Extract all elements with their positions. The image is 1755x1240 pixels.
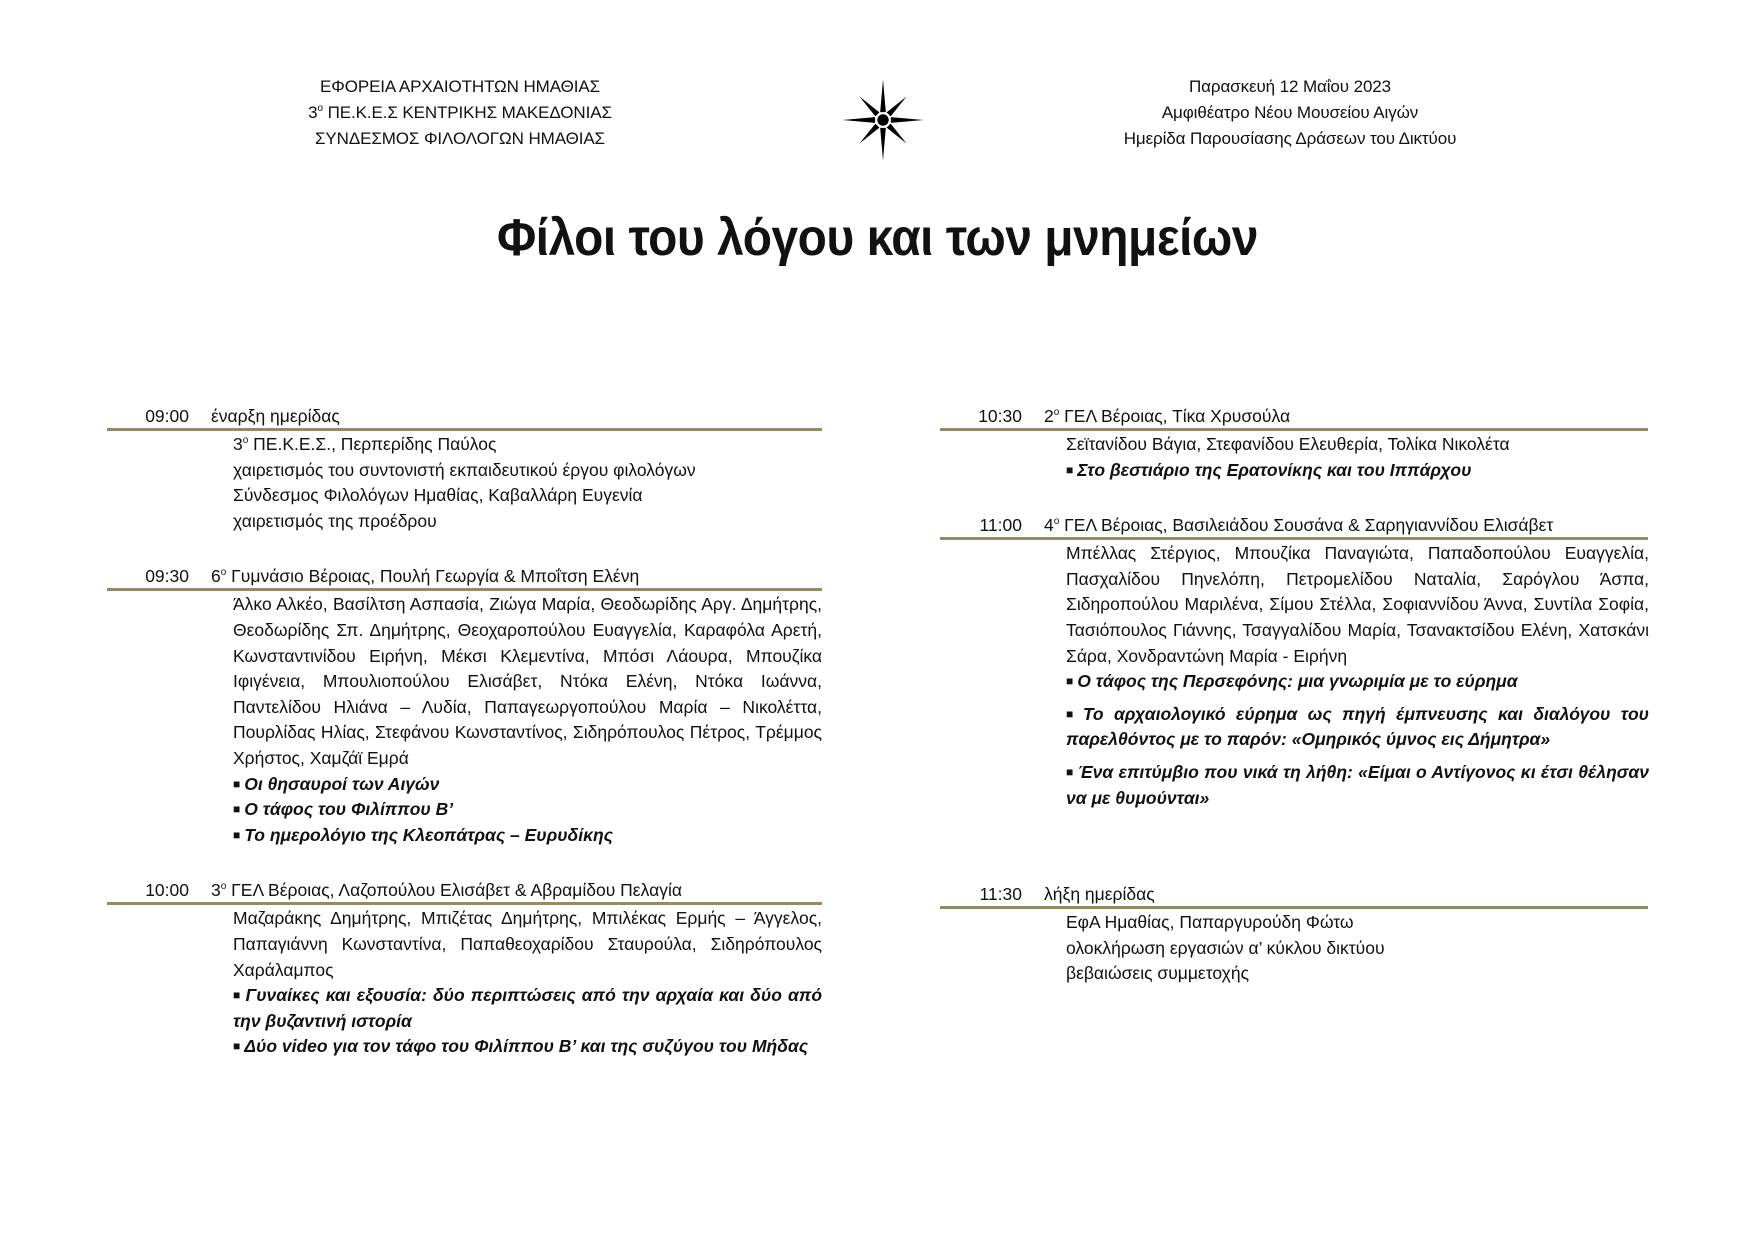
school-and-teachers: ΓΕΛ Βέροιας, Βασιλειάδου Σουσάνα & Σαρηγιαννίδου Ελισάβετ: [1059, 515, 1554, 536]
topic-item: [233, 797, 822, 823]
star-ray: [857, 124, 879, 146]
star-ray: [857, 94, 879, 116]
organizers-block: [290, 74, 630, 152]
topic-title: Οι θησαυροί των Αιγών: [244, 773, 440, 794]
star-ray: [843, 117, 876, 123]
bullet-icon: ■: [233, 1039, 241, 1054]
speech-description: χαιρετισμός του συντονιστή εκπαιδευτικού έργου φιλολόγων: [233, 459, 696, 480]
participants-list: Άλκο Αλκέο, Βασίλτση Ασπασία, Ζιώγα Μαρία, Θεοδωρίδης Αργ. Δημήτρης, Θεοδωρίδης Σπ. Δημήτρης, Θεοχαροπούλου Ευαγγελία, Καραφόλα Αρετή, Κωνσταντινίδου Ειρήνη, Μέκσι Κλεμεντίνα, Μπόσι Λάουρα, Μπουζίκα Ιφιγένεια, Μπουλιοπούλου Ελισάβετ, Ντόκα Ελένη, Ντόκα Ιωάννα, Παντελίδου Ηλιάνα – Λυδία, Παπαγεωργοπούλου Μαρία – Νικολέττα, Πουρλίδας Ηλίας, Στεφάνου Κωνσταντίνος, Σιδηρόπουλος Πέτρος, Τρέμμος Χρήστος, Χαμζάϊ Εμρά: [233, 594, 822, 768]
topic-title: Ο τάφος της Περσεφόνης: μια γνωριμία με το εύρημα: [1077, 671, 1518, 692]
ordinal-suffix: ο: [1053, 516, 1060, 528]
session-1100: [940, 509, 1648, 811]
bullet-icon: ■: [1066, 706, 1079, 721]
closing-item: ολοκλήρωση εργασιών α’ κύκλου δικτύου: [1066, 937, 1385, 958]
session-body: [233, 431, 822, 534]
session-header: [940, 878, 1648, 909]
topic-title: Ένα επιτύμβιο που νικά τη λήθη: «Είμαι ο Αντίγονος κι έτσι θέλησαν να με θυμούνται»: [1066, 761, 1650, 808]
session-time: 10:00: [145, 880, 189, 901]
closing-item: βεβαιώσεις συμμετοχής: [1066, 963, 1250, 984]
session-time: 11:30: [979, 884, 1022, 904]
session-body: [233, 591, 822, 848]
ordinal-number: 3: [233, 434, 243, 454]
star-ray: [887, 124, 909, 146]
star-ray: [887, 94, 909, 116]
bullet-icon: ■: [233, 776, 241, 791]
session-header: [940, 509, 1648, 540]
ordinal-number: 3: [211, 880, 221, 901]
topic-item: [233, 772, 822, 798]
session-0900: [107, 400, 822, 534]
topic-item: [233, 823, 822, 849]
event-info-block: [1080, 74, 1500, 152]
vergina-star-icon: [838, 76, 928, 164]
topic-item: [1066, 760, 1649, 811]
star-ray: [880, 80, 886, 113]
topic-title: Το ημερολόγιο της Κλεοπάτρας – Ευρυδίκης: [244, 824, 613, 845]
page-title: Φίλοι του λόγου και των μνημείων: [496, 209, 1259, 267]
ordinal-number: 2: [1044, 406, 1054, 426]
topic-title: Το αρχαιολογικό εύρημα ως πηγή έμπνευσης και διαλόγου του παρελθόντος με το παρόν: «Ομηρικός ύμνος εις Δήμητρα»: [1066, 703, 1649, 750]
session-header: [107, 400, 822, 431]
session-title: λήξη ημερίδας: [1044, 884, 1155, 904]
topic-item: [233, 1034, 822, 1060]
organizer-name: ΠΕ.Κ.Ε.Σ ΚΕΝΤΡΙΚΗΣ ΜΑΚΕΔΟΝΙΑΣ: [322, 103, 612, 122]
bullet-icon: ■: [1066, 462, 1074, 477]
ordinal-number: 3: [308, 103, 318, 122]
topic-title: Γυναίκες και εξουσία: δύο περιπτώσεις από την αρχαία και δύο από την βυζαντινή ιστορία: [233, 985, 823, 1031]
session-title: έναρξη ημερίδας: [211, 406, 340, 426]
speaker-line: Σύνδεσμος Φιλολόγων Ημαθίας, Καβαλλάρη Ευγενία: [233, 485, 643, 506]
bullet-icon: ■: [1066, 674, 1074, 689]
bullet-icon: ■: [1066, 764, 1074, 779]
session-body: [1066, 540, 1649, 811]
ordinal-number: 6: [211, 566, 221, 587]
session-body: [1066, 431, 1649, 483]
session-0930: [107, 560, 822, 848]
topic-item: [1066, 458, 1649, 484]
topic-title: Δύο video για τον τάφο του Φιλίππου Β’ και της συζύγου του Μήδας: [244, 1036, 809, 1057]
session-1030: [940, 400, 1648, 483]
school-and-teachers: Γυμνάσιο Βέροιας, Πουλή Γεωργία & Μποΐτση Ελένη: [226, 566, 640, 587]
topic-item: [1066, 702, 1649, 753]
school-and-teachers: ΓΕΛ Βέροιας, Λαζοπούλου Ελισάβετ & Αβραμίδου Πελαγία: [226, 880, 682, 901]
speech-description: χαιρετισμός της προέδρου: [233, 510, 437, 531]
session-time: 10:30: [978, 406, 1022, 426]
session-body: [233, 905, 822, 1060]
session-body: [1066, 909, 1649, 987]
speaker-name: ΠΕ.Κ.Ε.Σ., Περπερίδης Παύλος: [248, 434, 497, 454]
session-time: 11:00: [979, 515, 1022, 536]
session-1000: [107, 874, 822, 1060]
participants-list: Μαζαράκης Δημήτρης, Μπιζέτας Δημήτρης, Μπιλέκας Ερμής – Άγγελος, Παπαγιάννη Κωνσταντίνα, Παπαθεοχαρίδου Σταυρούλα, Σιδηρόπουλος Χαράλαμπος: [233, 908, 822, 980]
topic-item: [233, 983, 822, 1034]
session-header: [107, 560, 822, 591]
event-date: Παρασκευή 12 Μαΐου 2023: [1188, 77, 1392, 96]
event-type: Ημερίδα Παρουσίασης Δράσεων του Δικτύου: [1123, 129, 1457, 148]
ordinal-suffix: ο: [220, 881, 227, 893]
schedule-right-column: [940, 400, 1650, 984]
ordinal-suffix: ο: [220, 567, 227, 579]
bullet-icon: ■: [233, 827, 241, 842]
ordinal-suffix: ο: [317, 103, 323, 114]
organizer-line: [290, 100, 630, 126]
organizer-line: ΕΦΟΡΕΙΑ ΑΡΧΑΙΟΤΗΤΩΝ ΗΜΑΘΙΑΣ: [320, 77, 600, 96]
event-venue: Αμφιθέατρο Νέου Μουσείου Αιγών: [1161, 103, 1419, 122]
speaker-line: ΕφΑ Ημαθίας, Παπαργυρούδη Φώτω: [1066, 912, 1354, 932]
session-title: [211, 564, 639, 588]
bullet-icon: ■: [233, 988, 242, 1003]
speaker-line: [233, 432, 822, 458]
participants-list: Σεϊτανίδου Βάγια, Στεφανίδου Ελευθερία, Τολίκα Νικολέτα: [1066, 434, 1510, 454]
organizer-line: ΣΥΝΔΕΣΜΟΣ ΦΙΛΟΛΟΓΩΝ ΗΜΑΘΙΑΣ: [315, 129, 605, 148]
school-and-teachers: ΓΕΛ Βέροιας, Τίκα Χρυσούλα: [1059, 406, 1291, 426]
session-header: [107, 874, 822, 905]
topic-title: Στο βεστιάριο της Ερατονίκης και του Ιππάρχου: [1077, 459, 1472, 480]
topic-title: Ο τάφος του Φιλίππου Β’: [244, 799, 454, 820]
session-header: [940, 400, 1648, 431]
session-title: [1044, 404, 1290, 428]
session-title: [1044, 513, 1553, 537]
ordinal-suffix: ο: [242, 435, 249, 446]
star-ray: [880, 128, 886, 161]
ordinal-suffix: ο: [1053, 407, 1060, 418]
session-1130: [940, 878, 1648, 987]
session-title: [211, 878, 682, 902]
star-ray: [891, 117, 924, 123]
topic-item: [1066, 669, 1649, 695]
session-time: 09:00: [145, 406, 189, 426]
ordinal-number: 4: [1044, 515, 1054, 536]
participants-list: Μπέλλας Στέργιος, Μπουζίκα Παναγιώτα, Παπαδοπούλου Ευαγγελία, Πασχαλίδου Πηνελόπη, Πετρομελίδου Ναταλία, Σαρόγλου Άσπα, Σιδηροπούλου Μαριλένα, Σίμου Στέλλα, Σοφιαννίδου Άννα, Συντίλα Σοφία, Τασιόπουλος Γιάννης, Τσαγγαλίδου Μαρία, Τσανακτσίδου Ελένη, Χατσκάνι Σάρα, Χονδραντώνη Μαρία - Ειρήνη: [1066, 543, 1649, 666]
bullet-icon: ■: [233, 802, 241, 817]
schedule-left-column: [107, 400, 822, 1060]
session-time: 09:30: [145, 566, 189, 587]
